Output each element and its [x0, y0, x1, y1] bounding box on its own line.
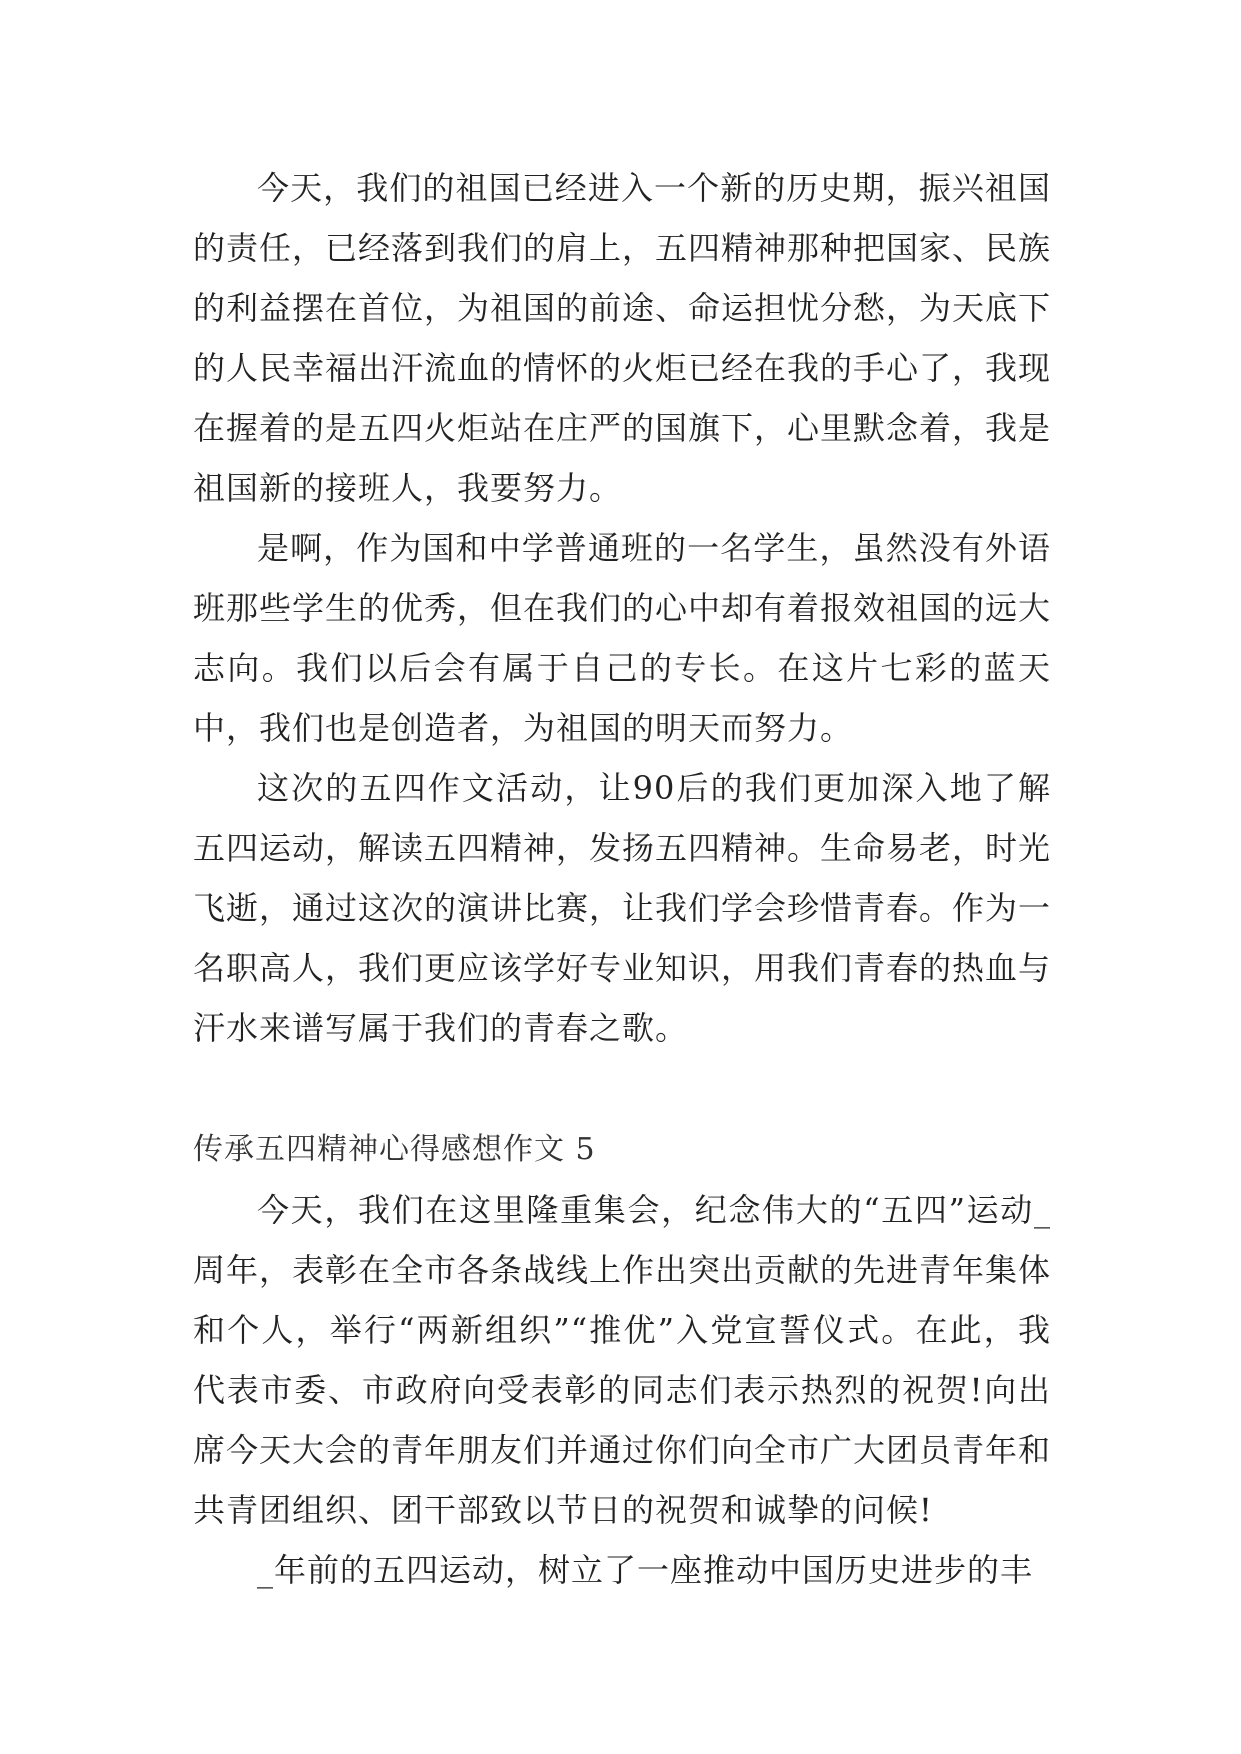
paragraph: 今天，我们在这里隆重集会，纪念伟大的“五四”运动_周年，表彰在全市各条战线上作出突出贡献的先进青年集体和个人，举行“两新组织”“推优”入党宣誓仪式。在此，我代表市委、市政府向受表彰的同志们表示热烈的祝贺!向出席今天大会的青年朋友们并通过你们向全市广大团员青年和共青团组织、团干部致以节日的祝贺和诚挚的问候!	[193, 1191, 1052, 1529]
paragraph: 今天，我们的祖国已经进入一个新的历史期，振兴祖国的责任，已经落到我们的肩上，五四精神那种把国家、民族的利益摆在首位，为祖国的前途、命运担忧分愁，为天底下的人民幸福出汗流血的情怀的火炬已经在我的手心了，我现在握着的是五四火炬站在庄严的国旗下，心里默念着，我是祖国新的接班人，我要努力。	[193, 169, 1052, 507]
document-page	[193, 158, 1051, 1600]
paragraph: 是啊，作为国和中学普通班的一名学生，虽然没有外语班那些学生的优秀，但在我们的心中却有着报效祖国的远大志向。我们以后会有属于自己的专长。在这片七彩的蓝天中，我们也是创造者，为祖国的明天而努力。	[193, 529, 1052, 747]
paragraph: 这次的五四作文活动，让90后的我们更加深入地了解五四运动，解读五四精神，发扬五四精神。生命易老，时光飞逝，通过这次的演讲比赛，让我们学会珍惜青春。作为一名职高人，我们更应该学好专业知识，用我们青春的热血与汗水来谱写属于我们的青春之歌。	[193, 769, 1052, 1047]
section-title: 传承五四精神心得感想作文 5	[193, 1132, 596, 1167]
paragraph: _年前的五四运动，树立了一座推动中国历史进步的丰	[257, 1551, 1034, 1589]
